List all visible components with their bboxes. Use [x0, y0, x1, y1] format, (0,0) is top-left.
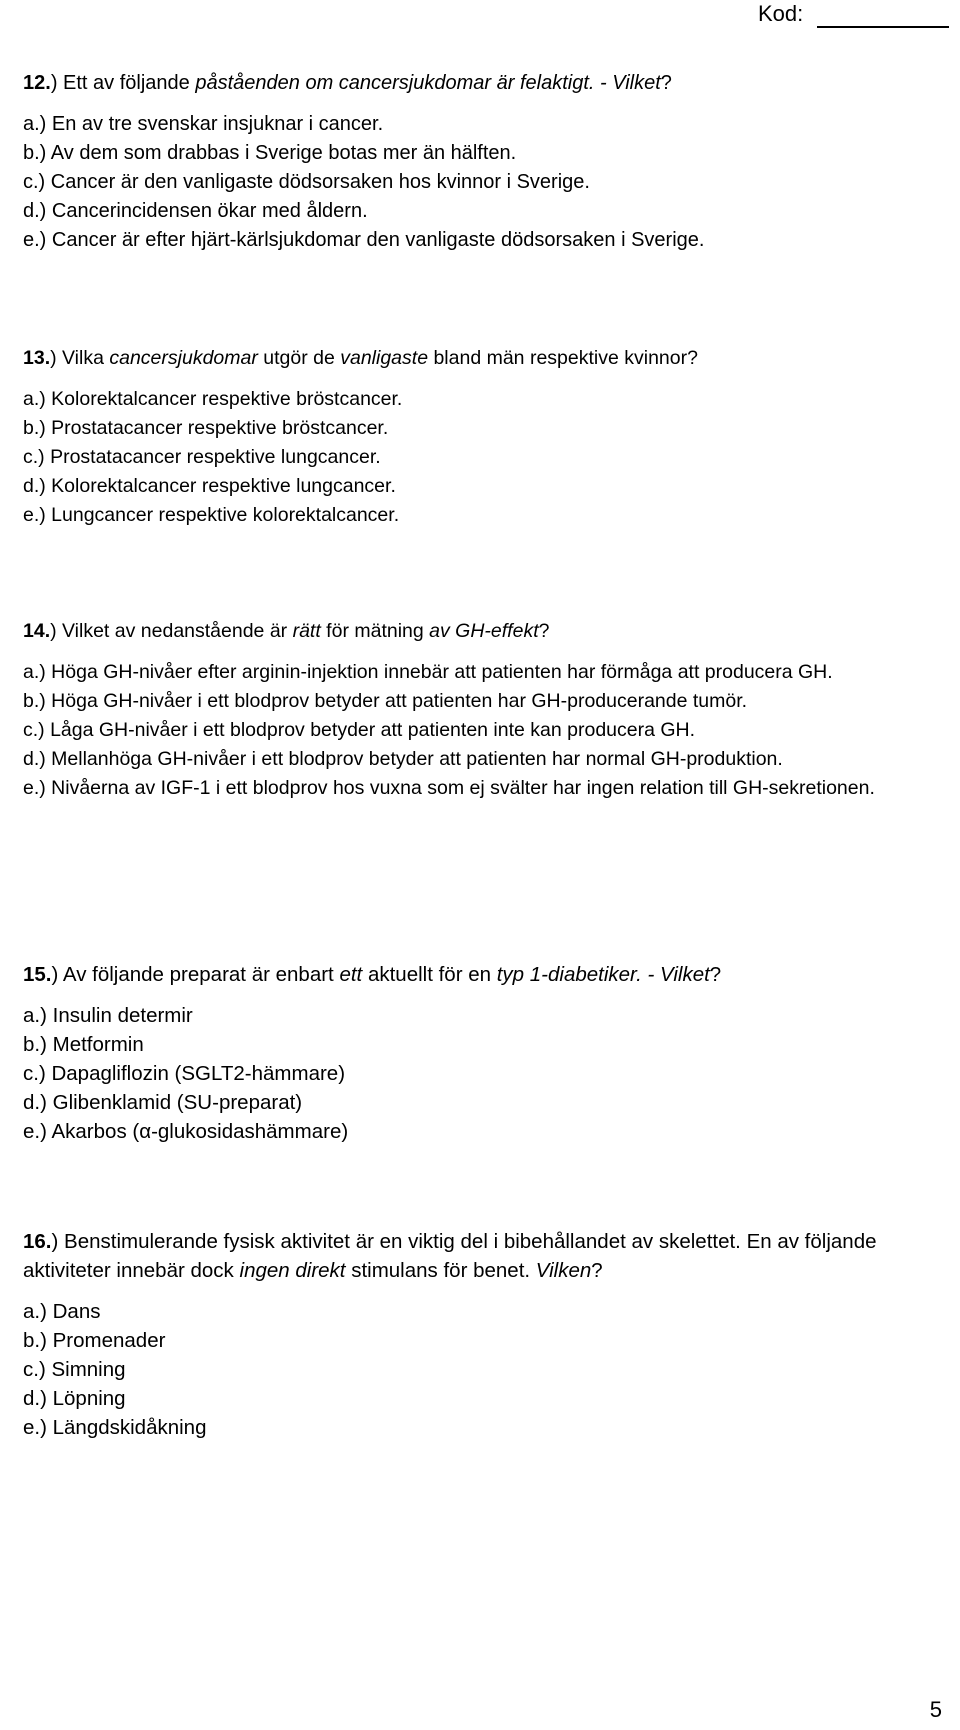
answer-option: c.) Prostatacancer respektive lungcancer.	[23, 446, 381, 468]
answer-option: c.) Dapagliflozin (SGLT2-hämmare)	[23, 1062, 346, 1085]
stem-text: ) Vilket av nedanstående är	[50, 620, 293, 642]
question-stem	[23, 344, 945, 373]
answer-option: b.) Metformin	[23, 1033, 144, 1056]
kod-field	[758, 0, 949, 28]
stem-text: ) Vilka	[50, 347, 110, 369]
stem-italic-text: av GH-effekt	[429, 620, 539, 642]
answer-option: e.) Längdskidåkning	[23, 1416, 207, 1439]
stem-text: för mätning	[320, 620, 430, 642]
question-15	[23, 960, 945, 1146]
question-number: 12.	[23, 72, 51, 94]
answer-option: a.) Insulin determir	[23, 1004, 193, 1027]
answer-options	[23, 110, 945, 255]
stem-italic-text: rätt	[292, 620, 321, 642]
kod-label: Kod:	[758, 1, 804, 26]
question-13	[23, 344, 945, 530]
question-stem	[23, 1227, 945, 1285]
stem-text: utgör de	[257, 347, 341, 369]
answer-option: d.) Kolorektalcancer respektive lungcancer.	[23, 475, 396, 497]
answer-option: d.) Cancerincidensen ökar med åldern.	[23, 200, 368, 222]
answer-option: b.) Promenader	[23, 1329, 166, 1352]
answer-option: c.) Simning	[23, 1358, 126, 1381]
stem-text: aktuellt för en	[362, 963, 497, 986]
stem-text: ) Av följande preparat är enbart	[51, 963, 340, 986]
question-stem	[23, 617, 945, 646]
question-16	[23, 1227, 945, 1442]
stem-italic-text: vanligaste	[340, 347, 429, 369]
question-number: 13.	[23, 347, 51, 369]
stem-text: ?	[538, 620, 550, 642]
answer-options	[23, 1001, 945, 1146]
answer-option: e.) Nivåerna av IGF-1 i ett blodprov hos vuxna som ej svälter har ingen relation till GH-sekretionen.	[23, 777, 875, 799]
stem-text: bland män respektive kvinnor?	[428, 347, 698, 369]
answer-option: b.) Prostatacancer respektive bröstcancer.	[23, 417, 389, 439]
answer-option: a.) Höga GH-nivåer efter arginin-injektion innebär att patienten har förmåga att producera GH.	[23, 661, 833, 683]
answer-option: c.) Cancer är den vanligaste dödsorsaken hos kvinnor i Sverige.	[23, 171, 590, 193]
answer-option: d.) Löpning	[23, 1387, 126, 1410]
answer-options	[23, 385, 945, 530]
stem-text: ?	[591, 1259, 603, 1282]
answer-option: d.) Mellanhöga GH-nivåer i ett blodprov betyder att patienten har normal GH-produktion.	[23, 748, 783, 770]
question-14	[23, 617, 945, 803]
answer-option: e.) Lungcancer respektive kolorektalcancer.	[23, 504, 400, 526]
stem-italic-text: Vilken	[535, 1259, 592, 1282]
stem-text: ) Ett av följande	[50, 72, 196, 94]
answer-option: d.) Glibenklamid (SU-preparat)	[23, 1091, 303, 1114]
question-number: 15.	[23, 963, 52, 986]
answer-option: e.) Cancer är efter hjärt-kärlsjukdomar den vanligaste dödsorsaken i Sverige.	[23, 229, 705, 251]
question-stem	[23, 960, 945, 989]
answer-option: a.) Dans	[23, 1300, 101, 1323]
stem-italic-text: påståenden om cancersjukdomar är felaktigt. - Vilket	[195, 72, 661, 94]
answer-option: a.) En av tre svenskar insjuknar i cancer.	[23, 113, 384, 135]
answer-option: b.) Höga GH-nivåer i ett blodprov betyder att patienten har GH-producerande tumör.	[23, 690, 748, 712]
answer-option: a.) Kolorektalcancer respektive bröstcancer.	[23, 388, 403, 410]
page-number: 5	[929, 1697, 942, 1722]
stem-italic-text: cancersjukdomar	[109, 347, 258, 369]
stem-italic-text: typ 1-diabetiker. - Vilket	[496, 963, 710, 986]
question-number: 14.	[23, 620, 51, 642]
stem-italic-text: ingen direkt	[239, 1259, 346, 1282]
answer-option: c.) Låga GH-nivåer i ett blodprov betyder att patienten inte kan producera GH.	[23, 719, 696, 741]
stem-text: ?	[709, 963, 722, 986]
stem-italic-text: ett	[339, 963, 363, 986]
stem-text: stimulans för benet.	[345, 1259, 536, 1282]
question-stem	[23, 69, 945, 98]
answer-option: b.) Av dem som drabbas i Sverige botas mer än hälften.	[23, 142, 517, 164]
answer-options	[23, 658, 945, 803]
question-12	[23, 69, 945, 255]
kod-blank-line	[817, 4, 949, 28]
stem-text: ?	[660, 72, 672, 94]
answer-options	[23, 1297, 945, 1442]
question-number: 16.	[23, 1230, 52, 1253]
stem-text: ) Benstimulerande fysisk aktivitet är en viktig del i bibehållandet av skelettet. En av följande aktiviteter innebär dock	[23, 1230, 877, 1282]
answer-option: e.) Akarbos (α-glukosidashämmare)	[23, 1120, 349, 1143]
